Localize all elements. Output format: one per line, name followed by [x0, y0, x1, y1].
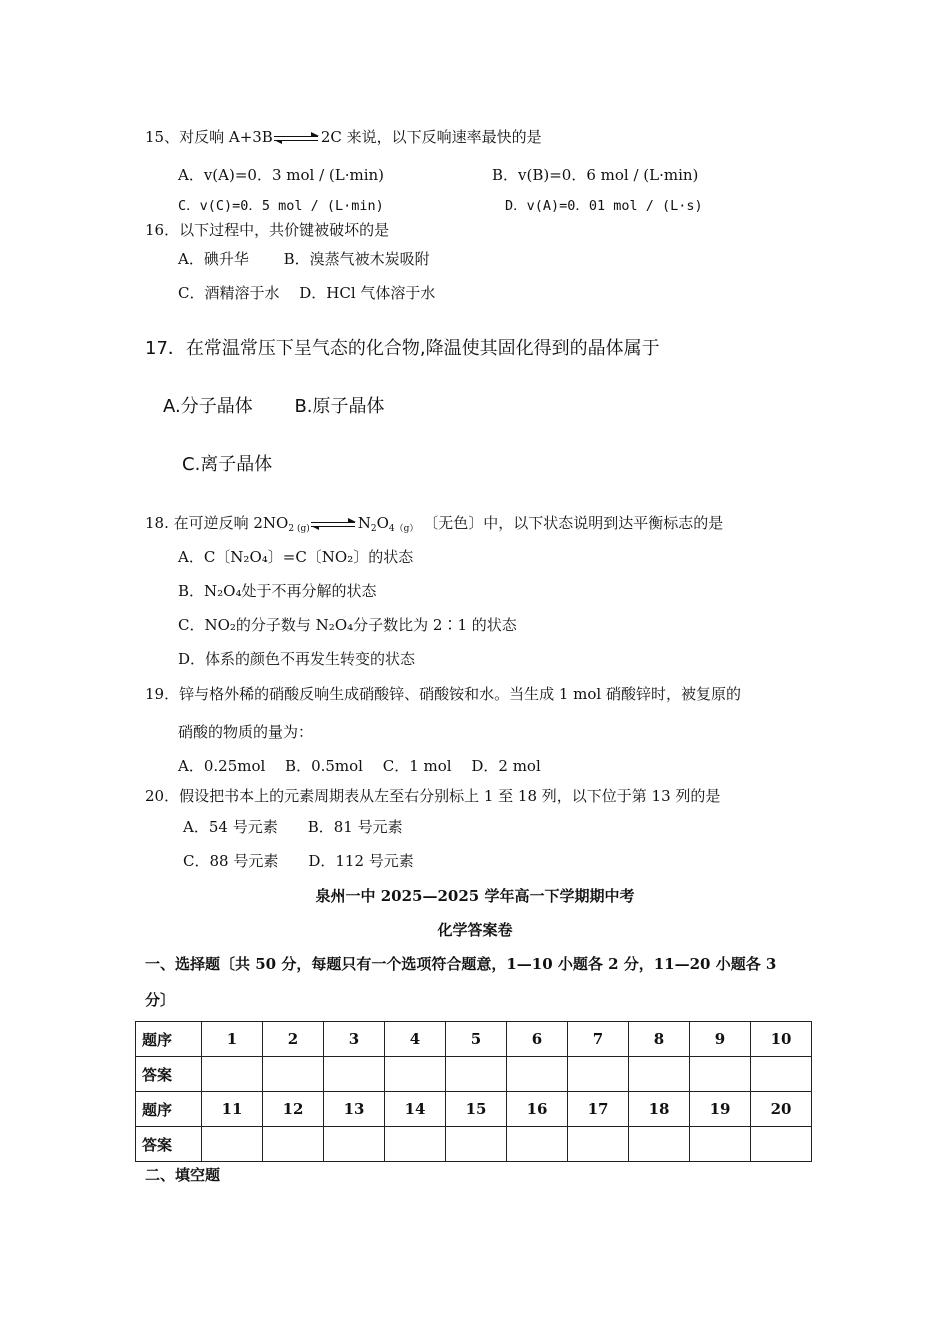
- answer-cell[interactable]: [324, 1057, 385, 1092]
- question-number: 15: [446, 1092, 507, 1127]
- q16-options-cd: C．酒精溶于水 D．HCl 气体溶于水: [178, 284, 436, 302]
- question-number: 8: [629, 1022, 690, 1057]
- answer-cell[interactable]: [568, 1057, 629, 1092]
- question-number: 16: [507, 1092, 568, 1127]
- question-number: 7: [568, 1022, 629, 1057]
- question-number: 10: [751, 1022, 812, 1057]
- question-number: 12: [263, 1092, 324, 1127]
- q18-option-d: D．体系的颜色不再发生转变的状态: [178, 650, 416, 668]
- q18-option-a: A．C〔N₂O₄〕=C〔NO₂〕的状态: [178, 548, 414, 566]
- q19-options: A．0.25mol B．0.5mol C．1 mol D．2 mol: [178, 757, 541, 775]
- question-number: 19: [690, 1092, 751, 1127]
- row-label-answer: 答案: [136, 1127, 202, 1162]
- table-row-numbers-2: [136, 1092, 812, 1127]
- q18-option-c: C．NO₂的分子数与 N₂O₄分子数比为 2∶1 的状态: [178, 616, 517, 634]
- q18-mid: N: [357, 514, 371, 532]
- q19-stem-line1: 19．锌与格外稀的硝酸反响生成硝酸锌、硝酸铵和水。当生成 1 mol 硝酸锌时，被复原的: [145, 685, 741, 703]
- question-number: 3: [324, 1022, 385, 1057]
- question-number: 6: [507, 1022, 568, 1057]
- q17-stem: 17．在常温常压下呈气态的化合物,降温使其固化得到的晶体属于: [145, 338, 660, 359]
- q20-stem: 20．假设把书本上的元素周期表从左至右分别标上 1 至 18 列，以下位于第 13 列的是: [145, 787, 721, 805]
- table-row-numbers-1: [136, 1022, 812, 1057]
- answer-cell[interactable]: [690, 1127, 751, 1162]
- answer-table: [135, 1021, 812, 1162]
- q18-sub2: 2: [370, 524, 377, 534]
- answer-cell[interactable]: [751, 1057, 812, 1092]
- table-row-answers-2: [136, 1127, 812, 1162]
- answer-cell[interactable]: [263, 1127, 324, 1162]
- answer-cell[interactable]: [568, 1127, 629, 1162]
- answer-cell[interactable]: [324, 1127, 385, 1162]
- question-number: 13: [324, 1092, 385, 1127]
- q15-option-d: D．v(A)=0．01 mol / (L·s): [505, 198, 703, 214]
- answer-cell[interactable]: [202, 1127, 263, 1162]
- q17-options-ab: A.分子晶体 B.原子晶体: [163, 396, 385, 417]
- q18-mid2: O: [376, 514, 389, 532]
- q15-stem: [145, 127, 542, 147]
- answer-cell[interactable]: [629, 1127, 690, 1162]
- answer-cell[interactable]: [446, 1127, 507, 1162]
- table-row-answers-1: [136, 1057, 812, 1092]
- question-number: 18: [629, 1092, 690, 1127]
- q18-stem-pre: 18. 在可逆反响 2NO: [145, 514, 289, 532]
- answer-cell[interactable]: [507, 1057, 568, 1092]
- q18-stem-post: 〔无色〕中，以下状态说明到达平衡标志的是: [423, 514, 724, 532]
- question-number: 5: [446, 1022, 507, 1057]
- row-label-number: 题序: [136, 1022, 202, 1057]
- q15-stem-post: 2C 来说，以下反响速率最快的是: [320, 128, 542, 146]
- answer-cell[interactable]: [690, 1057, 751, 1092]
- answer-cell[interactable]: [629, 1057, 690, 1092]
- q18-sub3: 4（g）: [388, 524, 419, 534]
- q15-option-c: C．v(C)=0．5 mol / (L·min): [178, 198, 384, 214]
- row-label-answer: 答案: [136, 1057, 202, 1092]
- question-number: 20: [751, 1092, 812, 1127]
- answer-sheet-title: 泉州一中 2025—2025 学年高一下学期期中考: [315, 887, 635, 905]
- question-number: 4: [385, 1022, 446, 1057]
- answer-cell[interactable]: [751, 1127, 812, 1162]
- question-number: 17: [568, 1092, 629, 1127]
- question-number: 2: [263, 1022, 324, 1057]
- q19-stem-line2: 硝酸的物质的量为：: [178, 723, 314, 741]
- answer-cell[interactable]: [202, 1057, 263, 1092]
- equilibrium-arrow-icon: [274, 133, 320, 143]
- answer-cell[interactable]: [263, 1057, 324, 1092]
- q20-options-ab: A．54 号元素 B．81 号元素: [183, 818, 403, 836]
- q15-option-b: B．v(B)=0．6 mol / (L·min): [492, 166, 699, 184]
- section1-heading-line1: 一、选择题〔共 50 分，每题只有一个选项符合题意，1—10 小题各 2 分，11—20 小题各 3: [145, 955, 777, 973]
- q16-stem: 16．以下过程中，共价键被破坏的是: [145, 221, 390, 239]
- q17-option-c: C.离子晶体: [182, 454, 273, 475]
- q16-options-ab: A．碘升华 B．溴蒸气被木炭吸附: [178, 250, 430, 268]
- answer-cell[interactable]: [385, 1127, 446, 1162]
- q18-stem: [145, 513, 723, 539]
- q20-options-cd: C．88 号元素 D．112 号元素: [183, 852, 414, 870]
- equilibrium-arrow-icon: [311, 519, 357, 529]
- q15-stem-pre: 15、对反响 A+3B: [145, 128, 273, 146]
- row-label-number: 题序: [136, 1092, 202, 1127]
- section2-heading: 二、填空题: [145, 1166, 221, 1184]
- q15-option-a: A．v(A)=0．3 mol / (L·min): [178, 166, 385, 184]
- answer-cell[interactable]: [446, 1057, 507, 1092]
- question-number: 14: [385, 1092, 446, 1127]
- q18-sub1: 2 (g): [288, 524, 310, 534]
- q18-option-b: B．N₂O₄处于不再分解的状态: [178, 582, 377, 600]
- question-number: 11: [202, 1092, 263, 1127]
- question-number: 9: [690, 1022, 751, 1057]
- question-number: 1: [202, 1022, 263, 1057]
- answer-cell[interactable]: [385, 1057, 446, 1092]
- section1-heading-line2: 分〕: [145, 991, 176, 1009]
- answer-cell[interactable]: [507, 1127, 568, 1162]
- answer-sheet-subtitle: 化学答案卷: [437, 921, 513, 939]
